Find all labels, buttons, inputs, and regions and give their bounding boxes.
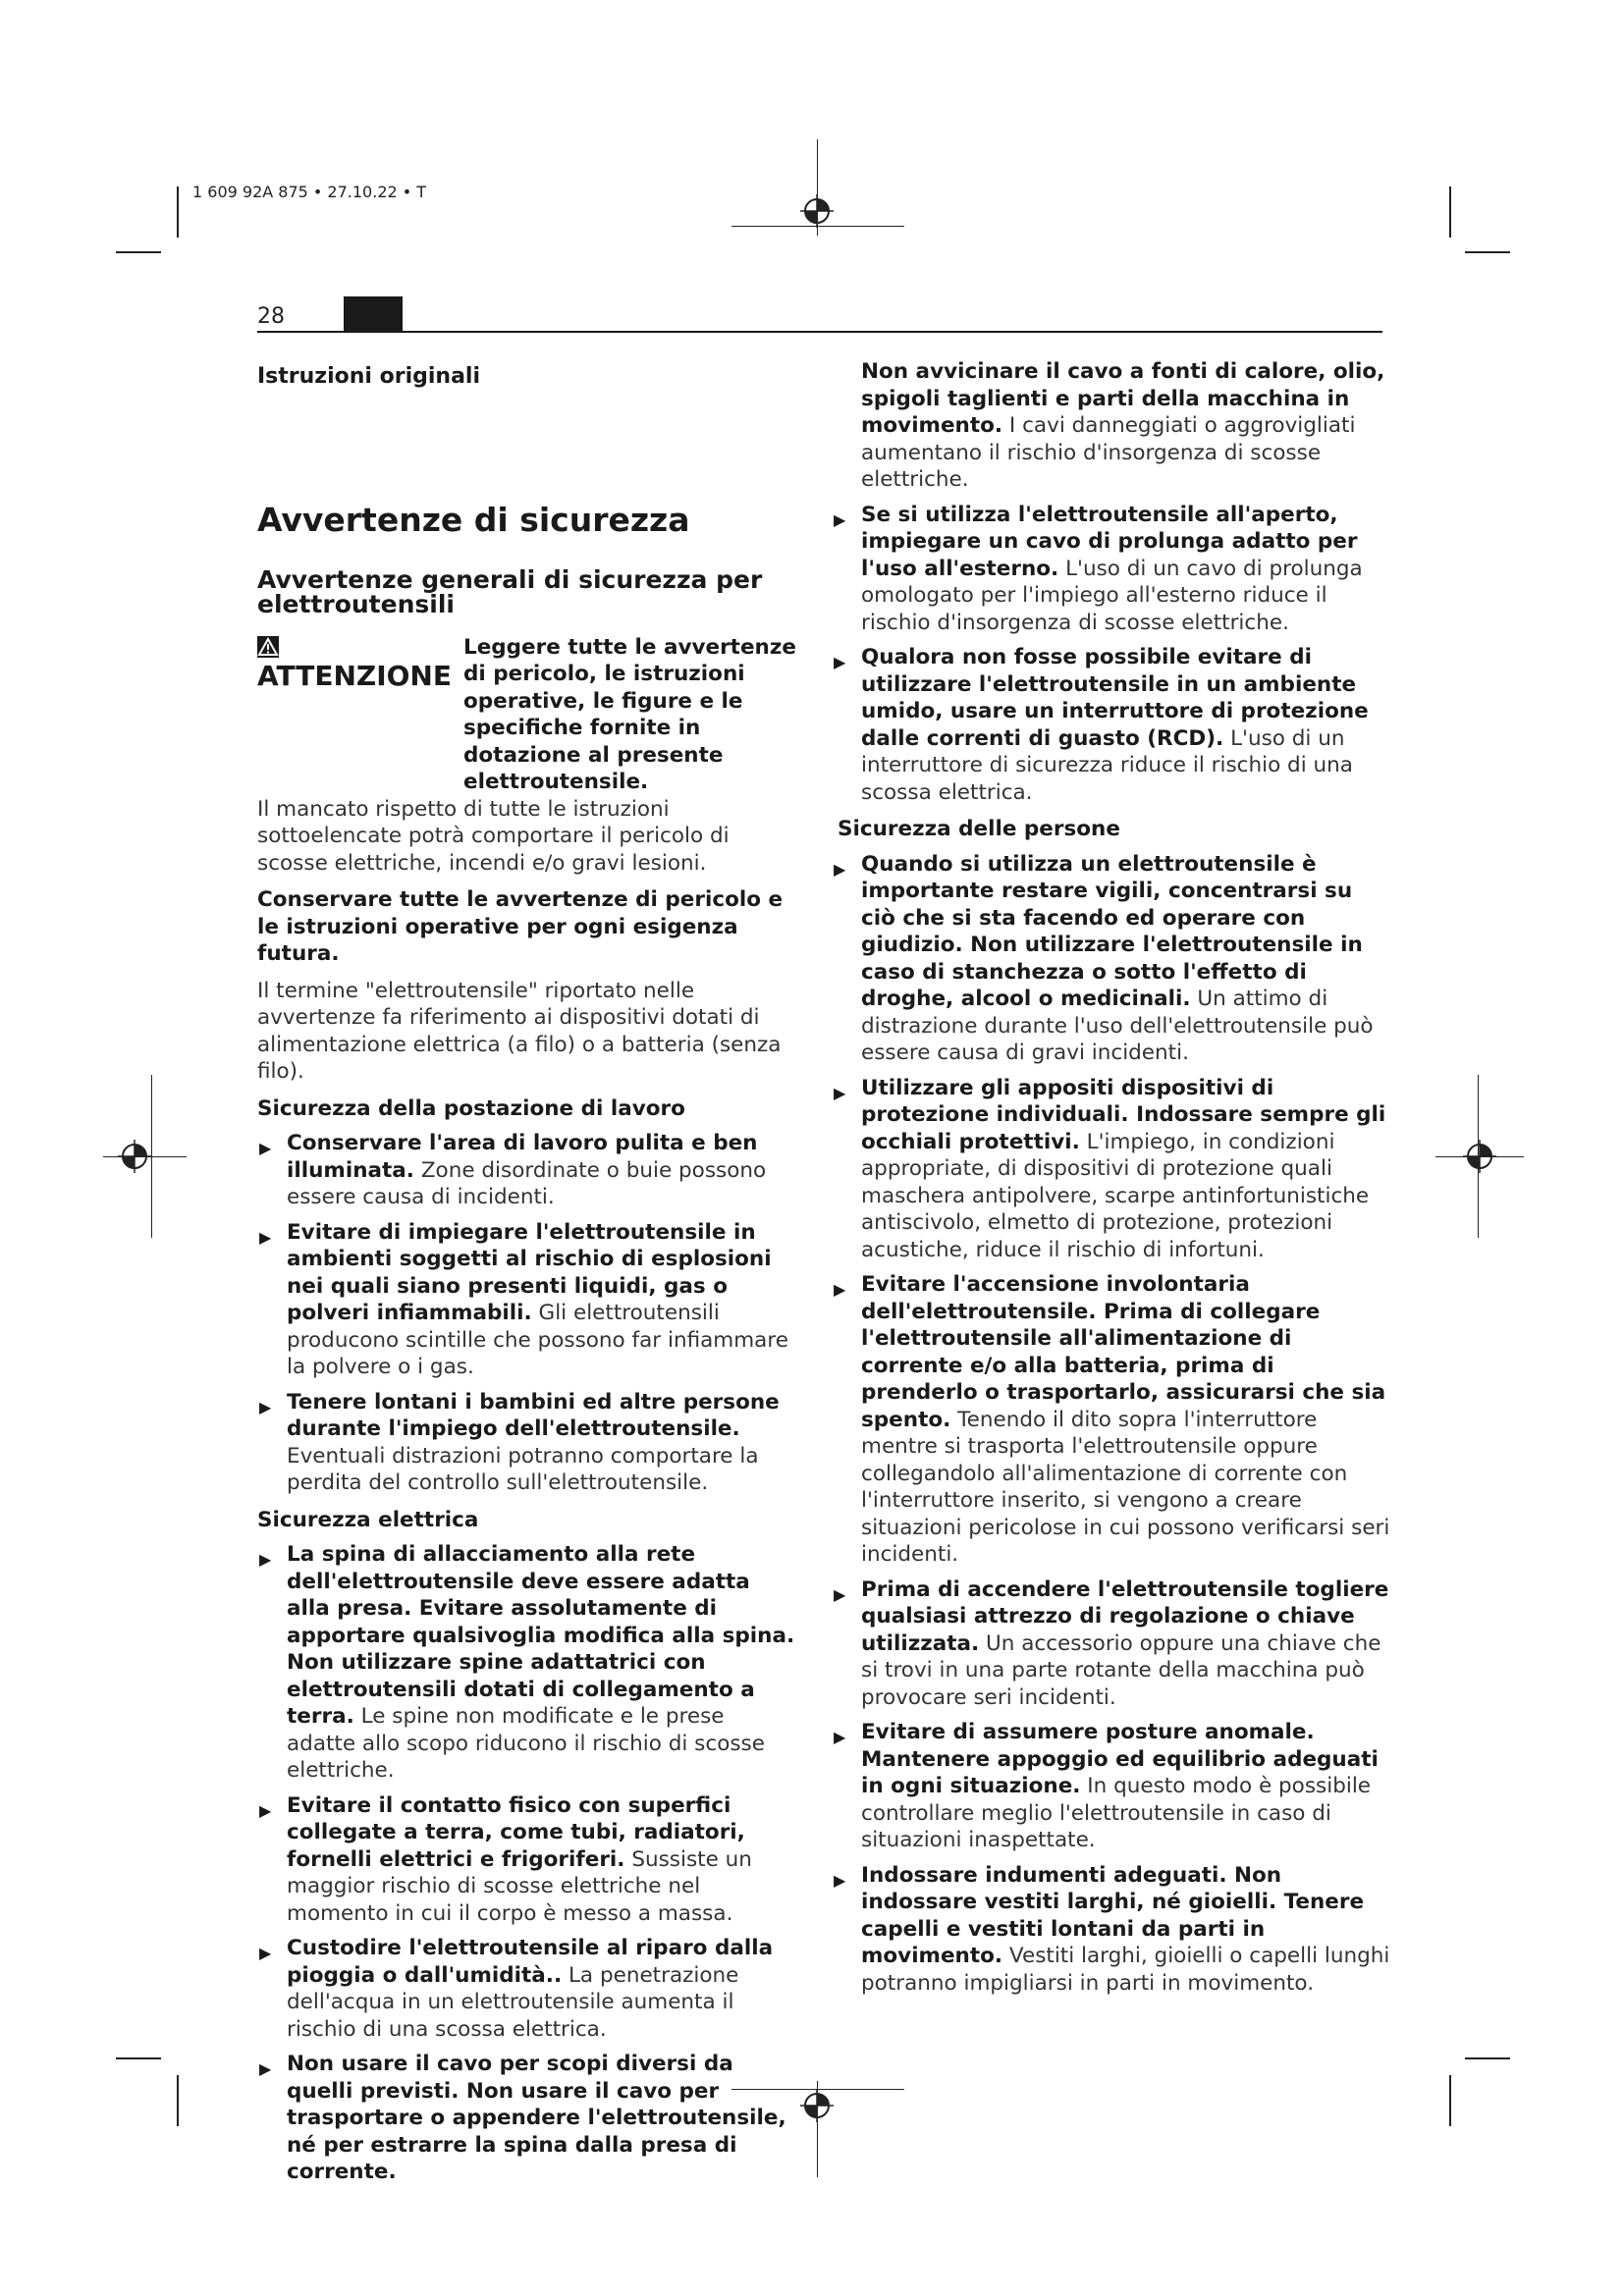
bullet-arrow-icon: ▶	[259, 1227, 272, 1247]
crop-mark	[116, 2057, 161, 2059]
definition: Il termine "elettroutensile" riportato nelle avvertenze fa riferimento ai dispositivi dotati di alimentazione elettrica (a filo) o a batteria (senza filo).	[257, 978, 782, 1084]
list-item: ▶ Quando si utilizza un elettroutensile è importante restare vigili, concentrarsi su ciò che si sta facendo ed operare con giudizio. Non utilizzare l'elettroutensile in caso di stanchezza o sotto l'effetto di droghe, alcool o medicinali. Un attimo di distrazione durante l'uso dell'elettroutensile può essere causa di gravi incidenti.	[834, 851, 1374, 1065]
page-tab	[344, 296, 403, 332]
registration-target-icon	[1463, 1140, 1496, 1173]
list-item-continuation: Non avvicinare il cavo a fonti di calore, olio, spigoli taglienti e parti della macchina in movimento. I cavi danneggiati o aggrovigliati aumentano il rischio d'insorgenza di scosse elettriche.	[861, 359, 1385, 492]
warning-triangle-icon	[257, 636, 279, 658]
crop-mark	[177, 187, 179, 238]
bullet-arrow-icon: ▶	[259, 1800, 272, 1820]
header-rule	[257, 331, 1382, 333]
warning-label-text: ATTENZIONE	[257, 659, 452, 692]
crop-mark	[1449, 2075, 1451, 2126]
warning-label	[257, 632, 463, 691]
crop-mark	[1465, 2057, 1510, 2059]
crop-mark	[1449, 187, 1451, 238]
crop-mark	[116, 251, 161, 253]
warning-consequence	[257, 796, 799, 878]
bullet-arrow-icon: ▶	[259, 2059, 272, 2078]
list-item: ▶ Evitare di impiegare l'elettroutensile in ambienti soggetti al rischio di esplosioni nei quali siano presenti liquidi, gas o polveri infiammabili. Gli elettroutensili producono scintille che possono far infiammare la polvere o i gas.	[259, 1219, 788, 1379]
keep-notice: Conservare tutte le avvertenze di pericolo e le istruzioni operative per ogni esigenza futura.	[257, 887, 784, 966]
bullet-arrow-icon: ▶	[834, 1728, 846, 1746]
crop-mark	[1465, 251, 1510, 253]
bullet-arrow-icon: ▶	[259, 1944, 272, 1962]
list-item: ▶ Evitare il contatto fisico con superfici collegate a terra, come tubi, radiatori, fornelli elettrici e frigoriferi. Sussiste un maggior rischio di scosse elettriche nel momento in cui il corpo è messo a massa.	[259, 1792, 752, 1926]
page-number: 28	[257, 304, 285, 329]
section-subtitle: Avvertenze generali di sicurezza per elettroutensili	[257, 564, 763, 618]
bullet-arrow-icon: ▶	[834, 1083, 846, 1102]
list-item: ▶ Utilizzare gli appositi dispositivi di protezione individuali. Indossare sempre gli occhiali protettivi. L'impiego, in condizioni appropriate, di dispositivi di protezione quali maschera antipolvere, scarpe antinfortunistiche antiscivolo, elmetto di protezione, protezioni acustiche, riduce il rischio di infortuni.	[834, 1075, 1386, 1262]
registration-line	[151, 1075, 152, 1238]
bullet-arrow-icon: ▶	[834, 653, 846, 671]
list-item: ▶ La spina di allacciamento alla rete dell'elettroutensile deve essere adatta alla presa. Evitare assolutamente di apportare qualsivoglia modifica alla spina. Non utilizzare spine adattatrici con elettroutensili dotati di collegamento a terra. Le spine non modificate e le prese adatte allo scopo riducono il rischio di scosse elettriche.	[259, 1542, 795, 1783]
list-item: ▶ Indossare indumenti adeguati. Non indossare vestiti larghi, né gioielli. Tenere capelli e vestiti lontani da parti in movimento. Vestiti larghi, gioielli o capelli lunghi potranno impigliarsi in parti in movimento.	[834, 1862, 1390, 1996]
list-item: ▶ Tenere lontani i bambini ed altre persone durante l'impiego dell'elettroutensile. Eventuali distrazioni potranno comportare la perdita del controllo sull'elettroutensile.	[259, 1389, 780, 1495]
warning-bold: Leggere tutte le avvertenze di pericolo, le istruzioni operative, le figure e le specifiche fornite in dotazione al presente elettroutensile.	[463, 634, 796, 794]
print-slug: 1 609 92A 875 • 27.10.22 • T	[192, 183, 427, 201]
list-item: ▶ Se si utilizza l'elettroutensile all'aperto, impiegare un cavo di prolunga adatto per l'uso all'esterno. L'uso di un cavo di prolunga omologato per l'impiego all'esterno riduce il rischio d'insorgenza di scosse elettriche.	[834, 502, 1363, 635]
bullet-arrow-icon: ▶	[834, 1870, 846, 1890]
registration-target-icon	[800, 2089, 834, 2122]
registration-target-icon	[118, 1140, 151, 1173]
bullet-arrow-icon: ▶	[834, 1584, 846, 1604]
left-column	[257, 358, 799, 2186]
warning-consequence-text: Il mancato rispetto di tutte le istruzioni sottoelencate potrà comportare il pericolo di scosse elettriche, incendi e/o gravi lesioni.	[257, 796, 730, 876]
list-item: ▶ Evitare di assumere posture anomale. Mantenere appoggio ed equilibrio adeguati in ogni situazione. In questo modo è possibile controllare meglio l'elettroutensile in caso di situazioni inaspettate.	[834, 1720, 1379, 1852]
right-column	[834, 358, 1392, 1997]
warning-text	[463, 634, 799, 796]
list-item: ▶ Non usare il cavo per scopi diversi da quelli previsti. Non usare il cavo per trasportare o appendere l'elettroutensile, né per estrarre la spina dalla presa di corrente.	[259, 2052, 786, 2184]
list-item: ▶ Evitare l'accensione involontaria dell'elettroutensile. Prima di collegare l'elettroutensile all'alimentazione di corrente e/o alla batteria, prima di prenderlo o trasportarlo, assicurarsi che sia spento. Tenendo il dito sopra l'interruttore mentre si trasporta l'elettroutensile oppure collegandolo all'alimentazione di corrente con l'interruttore inserito, si vengono a creare situazioni pericolose in cui possono verificarsi seri incidenti.	[834, 1272, 1390, 1567]
list-item: ▶ Qualora non fosse possibile evitare di utilizzare l'elettroutensile in un ambiente umido, usare un interruttore di protezione dalle correnti di guasto (RCD). L'uso di un interruttore di sicurezza riduce il rischio di una scossa elettrica.	[834, 645, 1369, 805]
crop-mark	[177, 2075, 179, 2126]
header-label: Istruzioni originali	[257, 364, 481, 389]
bullet-arrow-icon: ▶	[259, 1550, 272, 1569]
personal-heading: Sicurezza delle persone	[838, 817, 1120, 841]
electrical-heading: Sicurezza elettrica	[257, 1507, 479, 1532]
list-item: ▶ Prima di accendere l'elettroutensile togliere qualsiasi attrezzo di regolazione o chiave utilizzata. Un accessorio oppure una chiave che si trovi in una parte rotante della macchina può provocare seri incidenti.	[834, 1576, 1389, 1710]
page-title: Avvertenze di sicurezza	[257, 500, 690, 539]
work-area-heading: Sicurezza della postazione di lavoro	[257, 1095, 685, 1121]
registration-target-icon	[800, 194, 834, 228]
list-item: ▶ Custodire l'elettroutensile al riparo dalla pioggia o dall'umidità.. La penetrazione dell'acqua in un elettroutensile aumenta il rischio di una scossa elettrica.	[259, 1936, 774, 2042]
list-item: ▶ Conservare l'area di lavoro pulita e ben illuminata. Zone disordinate o buie possono essere causa di incidenti.	[259, 1131, 767, 1209]
bullet-arrow-icon: ▶	[834, 509, 846, 529]
bullet-arrow-icon: ▶	[834, 859, 846, 879]
bullet-arrow-icon: ▶	[259, 1139, 272, 1157]
bullet-arrow-icon: ▶	[259, 1397, 272, 1416]
bullet-arrow-icon: ▶	[834, 1280, 846, 1299]
